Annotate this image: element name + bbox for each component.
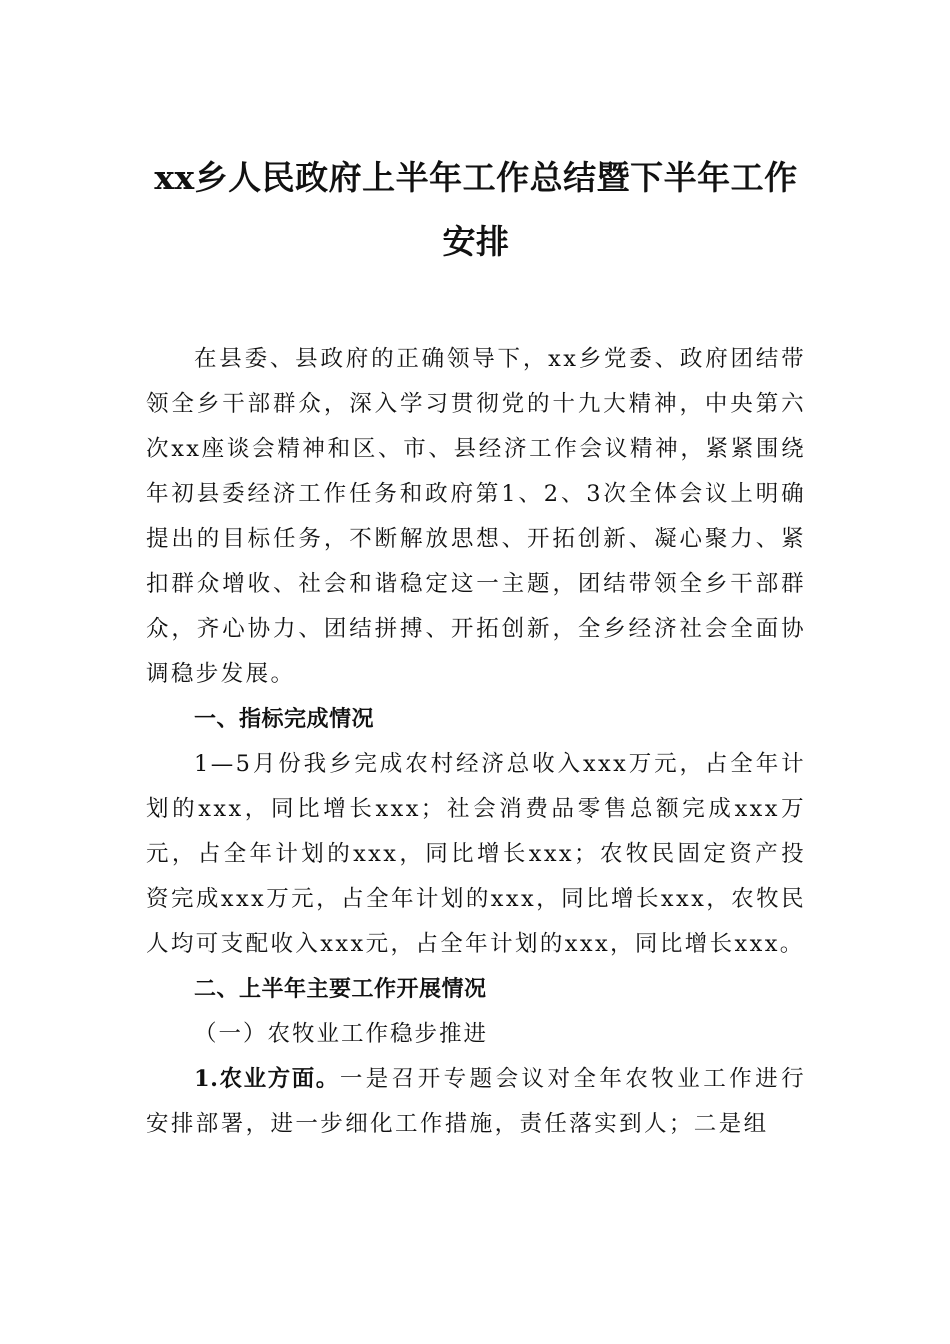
- agriculture-lead: 1.农业方面。: [194, 1066, 340, 1092]
- document-title: xx乡人民政府上半年工作总结暨下半年工作安排: [154, 158, 798, 261]
- subsection-heading-agriculture: （一）农牧业工作稳步推进: [194, 1021, 489, 1047]
- section-heading-main-work: 二、上半年主要工作开展情况: [194, 977, 487, 1002]
- agriculture-paragraph: [146, 1057, 806, 1147]
- document-body: [146, 337, 806, 1147]
- intro-paragraph: 在县委、县政府的正确领导下，xx乡党委、政府团结带领全乡干部群众，深入学习贯彻党的十九大精神，中央第六次xx座谈会精神和区、市、县经济工作会议精神，紧紧围绕年初县委经济工作任务和政府第1、2、3次全体会议上明确提出的目标任务，不断解放思想、开拓创新、凝心聚力、紧扣群众增收、社会和谐稳定这一主题，团结带领全乡干部群众，齐心协力、团结拼搏、开拓创新，全乡经济社会全面协调稳步发展。: [146, 346, 806, 687]
- section-heading-indicators: 一、指标完成情况: [194, 707, 375, 732]
- agriculture-text: 一是召开专题会议对全年农牧业工作进行安排部署，进一步细化工作措施，责任落实到人；二是组: [146, 1066, 806, 1137]
- indicators-paragraph: 1—5月份我乡完成农村经济总收入xxx万元，占全年计划的xxx，同比增长xxx；社会消费品零售总额完成xxx万元，占全年计划的xxx，同比增长xxx；农牧民固定资产投资完成xxx万元，占全年计划的xxx，同比增长xxx，农牧民人均可支配收入xxx元，占全年计划的xxx，同比增长xxx。: [146, 751, 806, 957]
